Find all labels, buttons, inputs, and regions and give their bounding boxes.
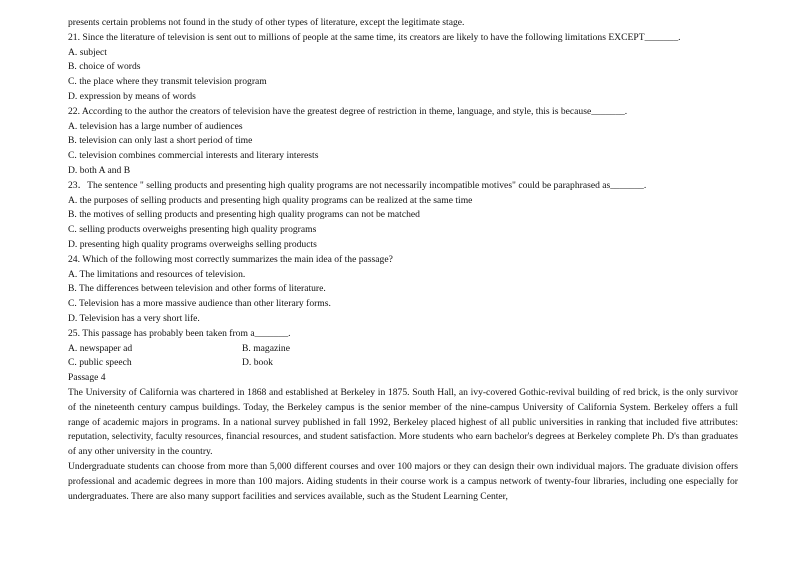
question-21 bbox=[68, 31, 738, 105]
option-d: D. expression by means of words bbox=[68, 90, 196, 102]
passage-4 bbox=[68, 371, 738, 504]
question-22 bbox=[68, 105, 738, 179]
option-a: A. The limitations and resources of television. bbox=[68, 268, 246, 280]
option-row bbox=[68, 342, 738, 357]
question-stem: 23．The sentence " selling products and presenting high quality programs are not necessarily incompatible motives" could be paraphrased as_______. bbox=[68, 179, 647, 191]
question-24 bbox=[68, 253, 738, 327]
question-stem: 21. Since the literature of television is sent out to millions of people at the same time, its creators are likely to have the following limitations EXCEPT_______. bbox=[68, 31, 681, 43]
option-a: A. television has a large number of audiences bbox=[68, 120, 243, 132]
question-23 bbox=[68, 179, 738, 253]
passage-paragraph: The University of California was chartered in 1868 and established at Berkeley in 1875. South Hall, an ivy-covered Gothic-revival building of red brick, is the only survivor of the nineteenth century campus buildings. Today, the Berkeley campus is the senior member of the nine-campus University of California System. Berkeley offers a full range of academic majors in programs. In a national survey published in fall 1992, Berkeley placed highest of all public universities in ranking that included five attributes: reputation, selectivity, faculty resources, financial resources, and student satisfaction. More students who earn bachelor's degrees at Berkeley complete Ph. D's than graduates of any other university in the country. bbox=[68, 386, 738, 458]
option-c: C. the place where they transmit television program bbox=[68, 76, 267, 88]
option-c: C. selling products overweighs presenting high quality programs bbox=[68, 224, 317, 236]
option-b: B. magazine bbox=[242, 342, 290, 354]
option-c: C. public speech bbox=[68, 357, 132, 369]
document-page bbox=[68, 16, 738, 504]
question-stem: 25. This passage has probably been taken from a_______. bbox=[68, 327, 291, 339]
question-stem: 22. According to the author the creators of television have the greatest degree of restriction in theme, language, and style, this is because_______. bbox=[68, 105, 628, 117]
option-b: B. choice of words bbox=[68, 61, 141, 73]
option-d: D. Television has a very short life. bbox=[68, 312, 200, 324]
option-d: D. book bbox=[242, 357, 273, 369]
option-a: A. the purposes of selling products and presenting high quality programs can be realized at the same time bbox=[68, 194, 473, 206]
question-25 bbox=[68, 327, 738, 371]
option-a: A. newspaper ad bbox=[68, 342, 133, 354]
option-b: B. The differences between television and other forms of literature. bbox=[68, 283, 326, 295]
option-c: C. television combines commercial interests and literary interests bbox=[68, 150, 319, 162]
question-stem: 24. Which of the following most correctly summarizes the main idea of the passage? bbox=[68, 253, 393, 265]
continuation-line: presents certain problems not found in the study of other types of literature, except the legitimate stage. bbox=[68, 17, 465, 28]
option-d: D. both A and B bbox=[68, 164, 131, 176]
option-b: B. the motives of selling products and presenting high quality programs can not be matched bbox=[68, 209, 420, 221]
option-c: C. Television has a more massive audience than other literary forms. bbox=[68, 298, 331, 310]
option-row bbox=[68, 356, 738, 371]
option-b: B. television can only last a short period of time bbox=[68, 135, 253, 147]
passage-heading: Passage 4 bbox=[68, 372, 106, 384]
passage-paragraph: Undergraduate students can choose from more than 5,000 different courses and over 100 majors or they can design their own individual majors. The graduate division offers professional and academic degrees in more than 100 majors. Aiding students in their course work is a campus network of twenty-four libraries, including one especially for undergraduates. There are also many support facilities and services available, such as the Student Learning Center, bbox=[68, 460, 738, 502]
option-a: A. subject bbox=[68, 46, 107, 58]
option-d: D. presenting high quality programs overweighs selling products bbox=[68, 238, 317, 250]
